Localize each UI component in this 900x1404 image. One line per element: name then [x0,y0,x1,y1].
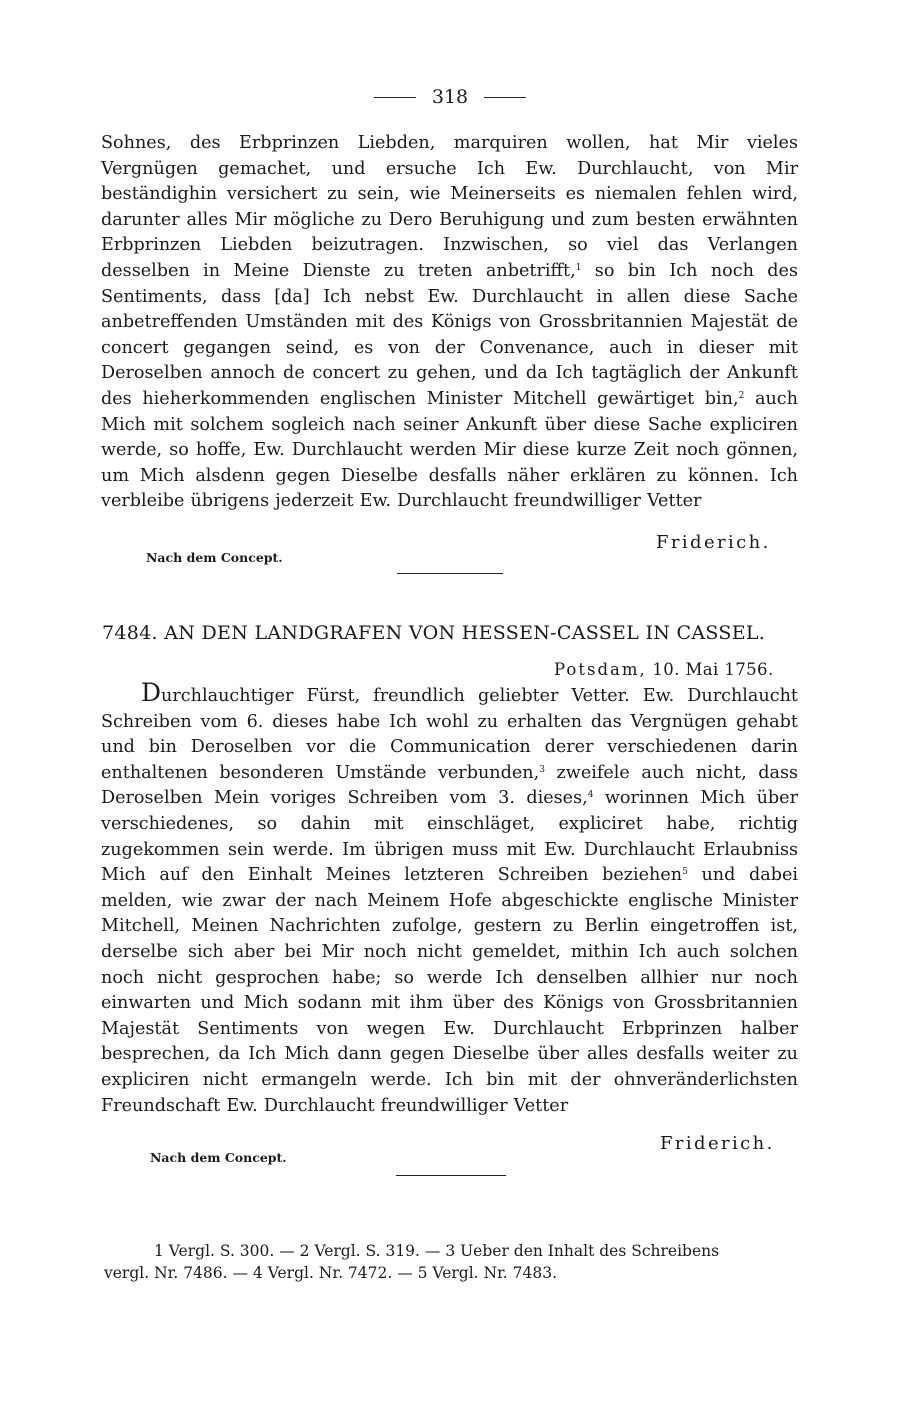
letter1-signature: Friderich. [656,532,771,553]
letter2-date: 10. Mai 1756. [646,660,774,679]
letter2-dateline [554,660,774,679]
footnote-line-2: vergl. Nr. 7486. — 4 Vergl. Nr. 7472. — 5 Vergl. Nr. 7483. [104,1264,558,1282]
letter2-body [101,680,798,1119]
letter2-heading: 7484. AN DEN LANDGRAFEN VON HESSEN-CASSEL IN CASSEL. [102,622,766,644]
letter2-dropcap: D [141,678,162,707]
letter2-source-note: Nach dem Concept. [150,1150,287,1165]
letter2-text-b: zweifele auch nicht, dass Deroselben Mein voriges Schreiben vom 3. dieses, [101,762,799,809]
letter2-date-place: Potsdam, [554,660,647,679]
section-divider-2 [396,1175,506,1176]
page-number: 318 [431,86,469,108]
letter1-text-c: auch Mich mit solchem sogleich nach seiner Ankunft über diese Sache expliciren werde, so hoffe, Ew. Durchlaucht werden Mir diese kurze Zeit noch gönnen, um Mich alsdenn gegen Dieselbe desfalls näher erklären zu können. Ich verbleibe übrigens jederzeit Ew. Durchlaucht freundwilliger Vetter [101,388,798,512]
footnote-ref-4: 4 [587,790,594,801]
footnote-ref-1: 1 [575,262,582,273]
page-header [0,86,900,108]
footnotes [104,1240,800,1284]
letter2-text-a: urchlauchtiger Fürst, freundlich geliebter Vetter. Ew. Durchlaucht Schreiben vom 6. dieses habe Ich wohl zu erhalten das Vergnügen gehabt und bin Deroselben vor die Communication derer verschiedenen darin enthaltenen besonderen Umstände verbunden, [101,686,798,783]
header-dash-right [484,97,526,98]
header-dash-left [374,97,416,98]
letter2-text-c: worinnen Mich über verschiedenes, so dahin mit einschläget, expliciret habe, richtig zugekommen sein werde. Im übrigen muss mit Ew. Durchlaucht Erlaubniss Mich auf den Einhalt Meines letzteren Schreiben beziehen [101,788,798,886]
letter-continuation-body [101,131,798,515]
section-divider-1 [397,573,503,574]
letter1-text-a: Sohnes, des Erbprinzen Liebden, marquiren wollen, hat Mir vieles Vergnügen gemachet, und ersuche Ich Ew. Durchlaucht, von Mir beständighin versichert zu sein, wie Meinerseits es niemalen fehlen wird, darunter alles Mir mögliche zu Dero Beruhigung und zum besten erwähnten Erbprinzen Liebden beizutragen. Inzwischen, so viel das Verlangen desselben in Meine Dienste zu treten anbetrifft, [101,133,798,281]
footnote-line-1: 1 Vergl. S. 300. — 2 Vergl. S. 319. — 3 Ueber den Inhalt des Schreibens [154,1242,720,1260]
letter2-text-d: und dabei melden, wie zwar der nach Meinem Hofe abgeschickte englische Minister Mitchell, Meinen Nachrichten zufolge, gestern zu Berlin eingetroffen ist, derselbe sich aber bei Mir noch nicht gemeldet, mithin Ich auch solchen noch nicht gesprochen habe; so werde Ich denselben allhier nur noch einwarten und Mich sodann mit ihm über des Königs von Grossbritannien Majestät Sentiments von wegen Ew. Durchlaucht Erbprinzen halber besprechen, da Ich Mich dann gegen Dieselbe über alles desfalls weiter zu expliciren nicht ermangeln werde. Ich bin mit der ohnveränderlichsten Freundschaft Ew. Durchlaucht freundwilliger Vetter [101,865,798,1116]
footnote-ref-3: 3 [539,764,545,775]
letter1-source-note: Nach dem Concept. [146,550,283,565]
footnote-ref-5: 5 [682,867,688,878]
letter2-signature: Friderich. [660,1133,775,1154]
letter1-text-b: so bin Ich noch des Sentiments, dass [da] Ich nebst Ew. Durchlaucht in allen diese Sache anbetreffenden Umständen mit des Königs von Grossbritannien Majestät de concert gegangen seind, es von der Convenance, auch in dieser mit Deroselben annoch de concert zu gehen, und da Ich tagtäglich der Ankunft des hieherkommenden englischen Minister Mitchell gewärtiget bin, [101,260,798,409]
footnote-ref-2: 2 [738,390,745,401]
